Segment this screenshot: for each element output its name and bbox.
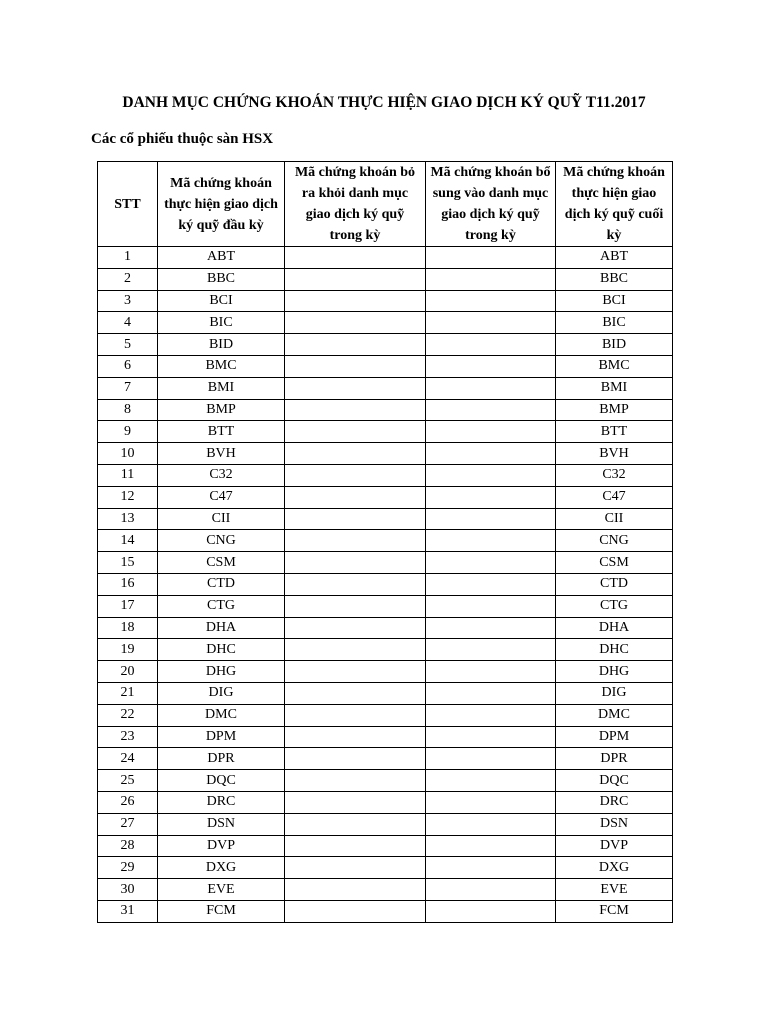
table-row: [98, 661, 673, 683]
cell-end-code: BID: [556, 334, 673, 356]
table-row: [98, 900, 673, 922]
cell-removed-code: [285, 247, 426, 269]
cell-end-code: DPR: [556, 748, 673, 770]
cell-end-code: CTD: [556, 573, 673, 595]
cell-added-code: [426, 334, 556, 356]
cell-removed-code: [285, 421, 426, 443]
cell-start-code: BID: [158, 334, 285, 356]
table-row: [98, 748, 673, 770]
cell-end-code: FCM: [556, 900, 673, 922]
cell-end-code: DIG: [556, 682, 673, 704]
cell-added-code: [426, 464, 556, 486]
cell-added-code: [426, 268, 556, 290]
table-row: [98, 464, 673, 486]
cell-stt: 28: [98, 835, 158, 857]
cell-end-code: DPM: [556, 726, 673, 748]
table-row: [98, 791, 673, 813]
table-row: [98, 726, 673, 748]
cell-removed-code: [285, 508, 426, 530]
table-body: [98, 247, 673, 923]
header-stt: STT: [98, 162, 158, 247]
page-title: DANH MỤC CHỨNG KHOÁN THỰC HIỆN GIAO DỊCH KÝ QUỸ T11.2017: [122, 94, 646, 111]
cell-removed-code: [285, 355, 426, 377]
cell-start-code: ABT: [158, 247, 285, 269]
cell-added-code: [426, 486, 556, 508]
header-end-of-period: Mã chứng khoán thực hiện giao dịch ký quỹ cuối kỳ: [556, 162, 673, 247]
cell-start-code: DVP: [158, 835, 285, 857]
cell-removed-code: [285, 813, 426, 835]
cell-end-code: DMC: [556, 704, 673, 726]
cell-removed-code: [285, 748, 426, 770]
cell-start-code: DRC: [158, 791, 285, 813]
cell-removed-code: [285, 312, 426, 334]
table-row: [98, 377, 673, 399]
cell-start-code: DHC: [158, 639, 285, 661]
cell-removed-code: [285, 704, 426, 726]
cell-start-code: CNG: [158, 530, 285, 552]
cell-start-code: BVH: [158, 443, 285, 465]
table-row: [98, 552, 673, 574]
table-row: [98, 530, 673, 552]
cell-stt: 30: [98, 879, 158, 901]
cell-removed-code: [285, 791, 426, 813]
cell-stt: 24: [98, 748, 158, 770]
cell-stt: 29: [98, 857, 158, 879]
cell-start-code: DHG: [158, 661, 285, 683]
cell-removed-code: [285, 573, 426, 595]
cell-start-code: C32: [158, 464, 285, 486]
cell-stt: 15: [98, 552, 158, 574]
cell-start-code: DQC: [158, 770, 285, 792]
cell-end-code: BTT: [556, 421, 673, 443]
cell-start-code: BTT: [158, 421, 285, 443]
cell-end-code: C47: [556, 486, 673, 508]
cell-stt: 1: [98, 247, 158, 269]
cell-start-code: DPM: [158, 726, 285, 748]
cell-added-code: [426, 726, 556, 748]
cell-added-code: [426, 247, 556, 269]
cell-end-code: DHA: [556, 617, 673, 639]
cell-start-code: DMC: [158, 704, 285, 726]
cell-end-code: BCI: [556, 290, 673, 312]
cell-end-code: CSM: [556, 552, 673, 574]
cell-start-code: BMC: [158, 355, 285, 377]
cell-stt: 18: [98, 617, 158, 639]
cell-start-code: CTG: [158, 595, 285, 617]
cell-removed-code: [285, 552, 426, 574]
cell-stt: 5: [98, 334, 158, 356]
cell-removed-code: [285, 770, 426, 792]
cell-added-code: [426, 355, 556, 377]
cell-added-code: [426, 443, 556, 465]
cell-end-code: BBC: [556, 268, 673, 290]
cell-removed-code: [285, 617, 426, 639]
cell-added-code: [426, 748, 556, 770]
table-row: [98, 595, 673, 617]
cell-stt: 23: [98, 726, 158, 748]
cell-end-code: BMC: [556, 355, 673, 377]
cell-start-code: DXG: [158, 857, 285, 879]
cell-start-code: BIC: [158, 312, 285, 334]
cell-end-code: C32: [556, 464, 673, 486]
cell-end-code: BMP: [556, 399, 673, 421]
cell-removed-code: [285, 726, 426, 748]
cell-removed-code: [285, 879, 426, 901]
cell-start-code: EVE: [158, 879, 285, 901]
cell-end-code: DRC: [556, 791, 673, 813]
margin-stock-table: [97, 161, 673, 923]
cell-end-code: CTG: [556, 595, 673, 617]
cell-stt: 9: [98, 421, 158, 443]
cell-removed-code: [285, 377, 426, 399]
table-row: [98, 813, 673, 835]
cell-removed-code: [285, 334, 426, 356]
cell-start-code: BMI: [158, 377, 285, 399]
cell-stt: 25: [98, 770, 158, 792]
table-row: [98, 334, 673, 356]
cell-end-code: ABT: [556, 247, 673, 269]
cell-stt: 2: [98, 268, 158, 290]
cell-start-code: DHA: [158, 617, 285, 639]
table-row: [98, 268, 673, 290]
cell-start-code: BBC: [158, 268, 285, 290]
cell-end-code: DQC: [556, 770, 673, 792]
cell-added-code: [426, 421, 556, 443]
cell-removed-code: [285, 900, 426, 922]
table-row: [98, 835, 673, 857]
cell-added-code: [426, 573, 556, 595]
cell-stt: 6: [98, 355, 158, 377]
cell-added-code: [426, 312, 556, 334]
cell-stt: 8: [98, 399, 158, 421]
cell-end-code: EVE: [556, 879, 673, 901]
table-row: [98, 879, 673, 901]
cell-added-code: [426, 704, 556, 726]
cell-start-code: DIG: [158, 682, 285, 704]
cell-stt: 14: [98, 530, 158, 552]
table-row: [98, 639, 673, 661]
table-row: [98, 290, 673, 312]
cell-stt: 3: [98, 290, 158, 312]
table-row: [98, 770, 673, 792]
table-row: [98, 573, 673, 595]
cell-added-code: [426, 900, 556, 922]
cell-stt: 16: [98, 573, 158, 595]
cell-added-code: [426, 399, 556, 421]
table-row: [98, 508, 673, 530]
cell-removed-code: [285, 661, 426, 683]
cell-added-code: [426, 813, 556, 835]
cell-added-code: [426, 617, 556, 639]
cell-start-code: FCM: [158, 900, 285, 922]
cell-added-code: [426, 857, 556, 879]
cell-removed-code: [285, 443, 426, 465]
cell-end-code: DVP: [556, 835, 673, 857]
cell-start-code: BMP: [158, 399, 285, 421]
cell-stt: 4: [98, 312, 158, 334]
cell-start-code: BCI: [158, 290, 285, 312]
cell-start-code: CSM: [158, 552, 285, 574]
cell-end-code: DHG: [556, 661, 673, 683]
cell-added-code: [426, 639, 556, 661]
cell-stt: 27: [98, 813, 158, 835]
cell-stt: 7: [98, 377, 158, 399]
cell-removed-code: [285, 639, 426, 661]
cell-removed-code: [285, 486, 426, 508]
cell-stt: 26: [98, 791, 158, 813]
table-row: [98, 682, 673, 704]
cell-added-code: [426, 879, 556, 901]
cell-removed-code: [285, 682, 426, 704]
cell-start-code: CTD: [158, 573, 285, 595]
table-row: [98, 421, 673, 443]
cell-start-code: CII: [158, 508, 285, 530]
table-row: [98, 312, 673, 334]
cell-end-code: CNG: [556, 530, 673, 552]
cell-stt: 12: [98, 486, 158, 508]
cell-start-code: DSN: [158, 813, 285, 835]
cell-stt: 19: [98, 639, 158, 661]
cell-end-code: DHC: [556, 639, 673, 661]
table-row: [98, 399, 673, 421]
cell-removed-code: [285, 835, 426, 857]
table-row: [98, 617, 673, 639]
cell-added-code: [426, 661, 556, 683]
cell-stt: 11: [98, 464, 158, 486]
cell-start-code: C47: [158, 486, 285, 508]
table-row: [98, 486, 673, 508]
cell-removed-code: [285, 290, 426, 312]
cell-added-code: [426, 290, 556, 312]
cell-start-code: DPR: [158, 748, 285, 770]
cell-added-code: [426, 770, 556, 792]
cell-stt: 17: [98, 595, 158, 617]
cell-end-code: BVH: [556, 443, 673, 465]
cell-removed-code: [285, 268, 426, 290]
cell-stt: 10: [98, 443, 158, 465]
table-row: [98, 704, 673, 726]
cell-end-code: BIC: [556, 312, 673, 334]
cell-removed-code: [285, 464, 426, 486]
cell-added-code: [426, 530, 556, 552]
cell-removed-code: [285, 399, 426, 421]
table-row: [98, 247, 673, 269]
cell-added-code: [426, 835, 556, 857]
table-row: [98, 443, 673, 465]
section-title: Các cổ phiếu thuộc sàn HSX: [91, 131, 274, 147]
cell-stt: 31: [98, 900, 158, 922]
cell-added-code: [426, 552, 556, 574]
table-header-row: [98, 162, 673, 247]
table-row: [98, 857, 673, 879]
cell-removed-code: [285, 595, 426, 617]
cell-stt: 22: [98, 704, 158, 726]
cell-added-code: [426, 508, 556, 530]
cell-stt: 20: [98, 661, 158, 683]
table-row: [98, 355, 673, 377]
cell-stt: 21: [98, 682, 158, 704]
cell-end-code: DXG: [556, 857, 673, 879]
cell-stt: 13: [98, 508, 158, 530]
cell-added-code: [426, 791, 556, 813]
cell-added-code: [426, 682, 556, 704]
cell-removed-code: [285, 857, 426, 879]
header-start-of-period: Mã chứng khoán thực hiện giao dịch ký quỹ đầu kỳ: [158, 162, 285, 247]
cell-removed-code: [285, 530, 426, 552]
cell-added-code: [426, 377, 556, 399]
cell-end-code: CII: [556, 508, 673, 530]
cell-end-code: BMI: [556, 377, 673, 399]
cell-end-code: DSN: [556, 813, 673, 835]
header-removed: Mã chứng khoán bỏ ra khỏi danh mục giao dịch ký quỹ trong kỳ: [285, 162, 426, 247]
header-added: Mã chứng khoán bổ sung vào danh mục giao dịch ký quỹ trong kỳ: [426, 162, 556, 247]
cell-added-code: [426, 595, 556, 617]
